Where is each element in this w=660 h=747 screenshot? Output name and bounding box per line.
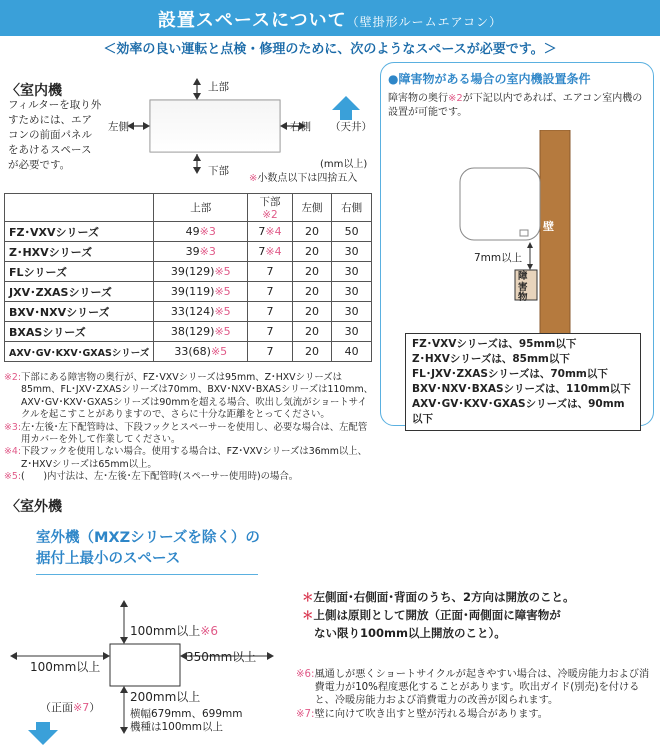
dim-left: 100mm以上 [30,660,101,674]
round-note: ※小数点以下は四捨五入 [249,173,358,184]
table-row: Z･HXVシリーズ 39※3 7※4 20 30 [5,242,372,262]
table-header-row: 上部 下部※2 左側 右側 [5,194,372,222]
width-note: 横幅679mm、699mm 機種は100mm以上 [130,708,243,733]
table-row: FZ･VXVシリーズ 49※3 7※4 20 50 [5,222,372,242]
indoor-notes: ※2: 下部にある障害物の奥行が、FZ･VXVシリーズは95mm、Z･HXVシリーズは85mm、FL･JXV･ZXASシリーズは70mm、BXV･NXV･BXASシリーズは110mm、AXV･GV･KXV･GXASシリーズは90mmを超える場合、吹出し気流がショートサイクルを起こすことがありますので、さらに十分な距離をとってください。 ※3: 左･左後･左下配管時は、下段フックとスペーサーを使用し、必要な場合は、左配管用カバーを外して作業してください。 ※4: 下段フックを使用しない場合。使用する場合は、FZ･VXVシリーズは36mm以上、Z･HXVシリーズは65mm以上。 ※5: ( )内寸法は、左･左後･左下配管時(スペーサー使用時)の場合。 [4,372,373,483]
page-title-sub: （壁掛形ルームエアコン） [346,15,503,29]
page-subtitle: ＜効率の良い運転と点検・修理のために、次のようなスペースが必要です。＞ [103,42,557,57]
table-row: JXV･ZXASシリーズ 39(119)※5 7 20 30 [5,282,372,302]
outdoor-subhead: 室外機（MXZシリーズを除く）の 据付上最小のスペース [36,530,260,567]
ceiling-arrow-icon [332,96,360,120]
dim-bottom: 200mm以上 [130,690,201,704]
indoor-label-ceiling: （天井） [330,121,372,133]
indoor-spec-table [4,193,372,362]
indoor-label-right: 右側 [290,121,311,133]
table-row: AXV･GV･KXV･GXASシリーズ 33(68)※5 7 20 40 [5,342,372,362]
obstacle-label: 障害物 [518,271,528,303]
outdoor-small-notes: ※6: 風通しが悪くショートサイクルが起きやすい場合は、冷暖房能力および消費電力が10%程度悪化することがあります。吹出ガイド(別売)を付けると、冷暖房能力および消費電力の改善が図られます。 ※7: 壁に向けて吹き出すと壁が汚れる場合があります。 [296,669,650,720]
table-row: BXV･NXVシリーズ 33(124)※5 7 20 30 [5,302,372,322]
table-row: FLシリーズ 39(129)※5 7 20 30 [5,262,372,282]
obstacle-description: 障害物の奥行※2が下記以内であれば、エアコン室内機の設置が可能です。 [388,93,643,118]
outdoor-bold-notes: ＊左側面･右側面･背面のうち、2方向は開放のこと。 ＊上側は原則として開放（正面･両側面に障害物が ない限り100mm以上開放のこと）。 [302,590,575,640]
gap-label: 7mm以上 [474,252,523,264]
obstacle-heading: ●障害物がある場合の室内機設置条件 [388,72,591,86]
page-title: 設置スペースについて（壁掛形ルームエアコン） [157,10,503,31]
unit-note: (mm以上) [320,159,368,170]
indoor-label-left: 左側 [108,121,129,133]
indoor-label-bottom: 下部 [208,165,229,177]
wall-label: 壁 [543,220,554,233]
obstacle-limits: FZ･VXVシリーズは、95mm以下 Z･HXVシリーズは、85mm以下 FL･JXV･ZXASシリーズは、70mm以下 BXV･NXV･BXASシリーズは、110mm以下 AXV･GV･KXV･GXASシリーズは、90mm以下 [405,333,641,431]
outdoor-subhead-underline [36,574,258,575]
table-row: BXASシリーズ 38(129)※5 7 20 30 [5,322,372,342]
indoor-heading: 〈室内機 [6,83,62,99]
outdoor-heading: 〈室外機 [6,499,62,515]
indoor-description: フィルターを取り外 すためには、エア コンの前面パネル をあけるスペース が必要です。 [8,99,102,171]
front-direction-arrow-icon [28,722,58,745]
dim-top: 100mm以上※6 [130,624,218,638]
indoor-label-top: 上部 [208,81,229,93]
title-bar [0,0,660,36]
dim-right: 350mm以上 [186,650,257,664]
front-label: （正面※7） [40,701,101,714]
